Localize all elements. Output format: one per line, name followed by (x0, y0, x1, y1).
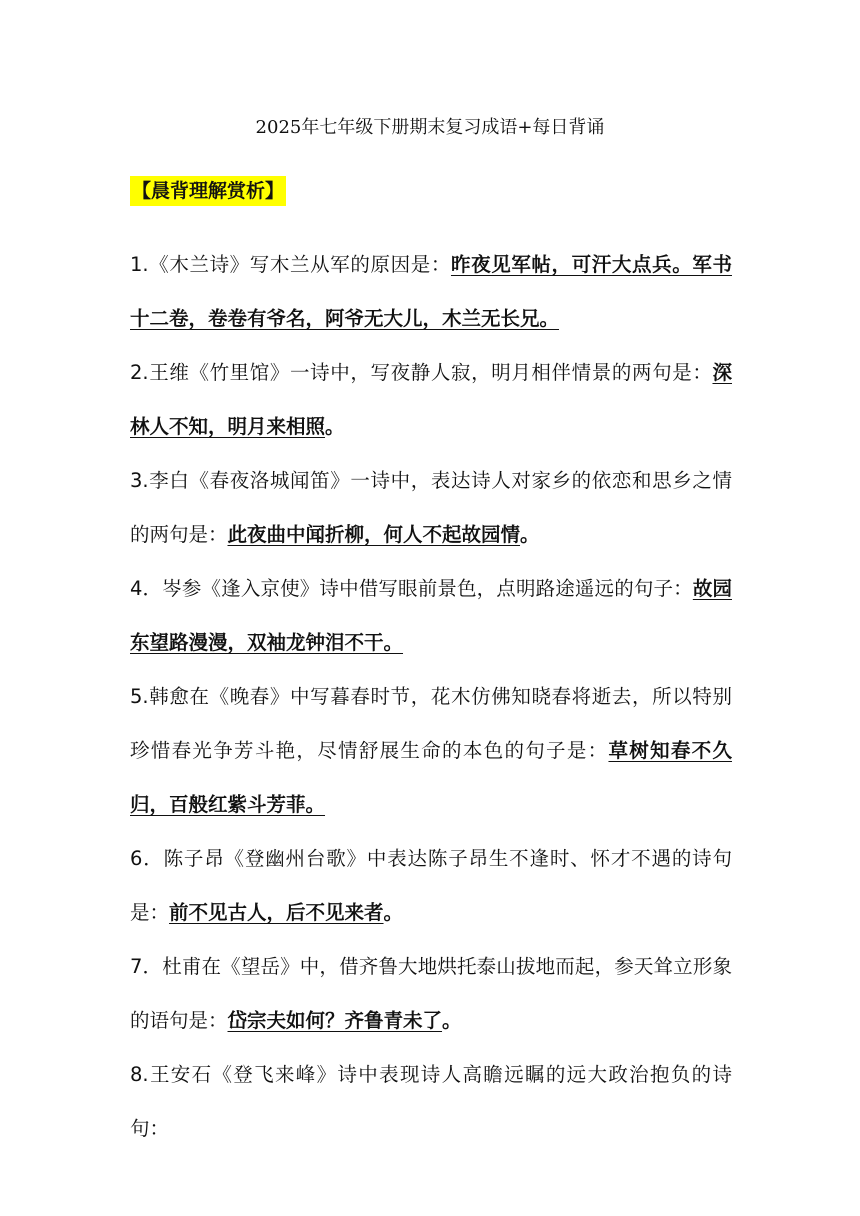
answer-tail: 。 (383, 901, 404, 924)
answer-text: 故园东望路漫漫，双袖龙钟泪不干。 (130, 577, 732, 654)
question-text: 8.王安石《登飞来峰》诗中表现诗人高瞻远瞩的远大政治抱负的诗句： (130, 1063, 732, 1140)
answer-text: 前不见古人，后不见来者 (169, 901, 384, 924)
answer-text: 岱宗夫如何？齐鲁青未了 (227, 1009, 443, 1032)
answer-text: 昨夜见军帖，可汗大点兵。军书十二卷，卷卷有爷名，阿爷无大儿，木兰无长兄。 (130, 253, 732, 330)
question-item-3 (130, 454, 732, 562)
question-list (130, 238, 732, 1156)
answer-tail: 。 (325, 415, 345, 438)
question-text: 5.韩愈在《晚春》中写暮春时节，花木仿佛知晓春将逝去，所以特别珍惜春光争芳斗艳，尽情舒展生命的本色的句子是： (130, 685, 732, 762)
question-text: 2.王维《竹里馆》一诗中，写夜静人寂，明月相伴情景的两句是： (130, 361, 713, 384)
question-text: 6．陈子昂《登幽州台歌》中表达陈子昂生不逢时、怀才不遇的诗句是： (130, 847, 732, 924)
question-item-1 (130, 238, 732, 346)
document-title: 2025年七年级下册期末复习成语+每日背诵 (255, 117, 605, 138)
answer-tail: 。 (520, 523, 540, 546)
answer-text: 深林人不知，明月来相照 (130, 361, 732, 438)
question-text: 4．岑参《逢入京使》诗中借写眼前景色，点明路途遥远的句子： (130, 577, 693, 600)
question-item-4 (130, 562, 732, 670)
question-text: 3.李白《春夜洛城闻笛》一诗中，表达诗人对家乡的依恋和思乡之情的两句是： (130, 469, 732, 546)
question-item-7 (130, 940, 732, 1048)
question-text: 7．杜甫在《望岳》中，借齐鲁大地烘托泰山拔地而起，参天耸立形象的语句是： (130, 955, 732, 1032)
section-heading-highlight: 【晨背理解赏析】 (130, 176, 286, 206)
question-item-8 (130, 1048, 732, 1156)
question-text: 1.《木兰诗》写木兰从军的原因是： (130, 253, 451, 276)
question-item-6 (130, 832, 732, 940)
question-item-2 (130, 346, 732, 454)
answer-tail: 。 (442, 1009, 462, 1032)
question-item-5 (130, 670, 732, 832)
answer-text: 此夜曲中闻折柳，何人不起故园情 (227, 523, 521, 546)
answer-text: 草树知春不久归，百般红紫斗芳菲。 (130, 739, 732, 816)
